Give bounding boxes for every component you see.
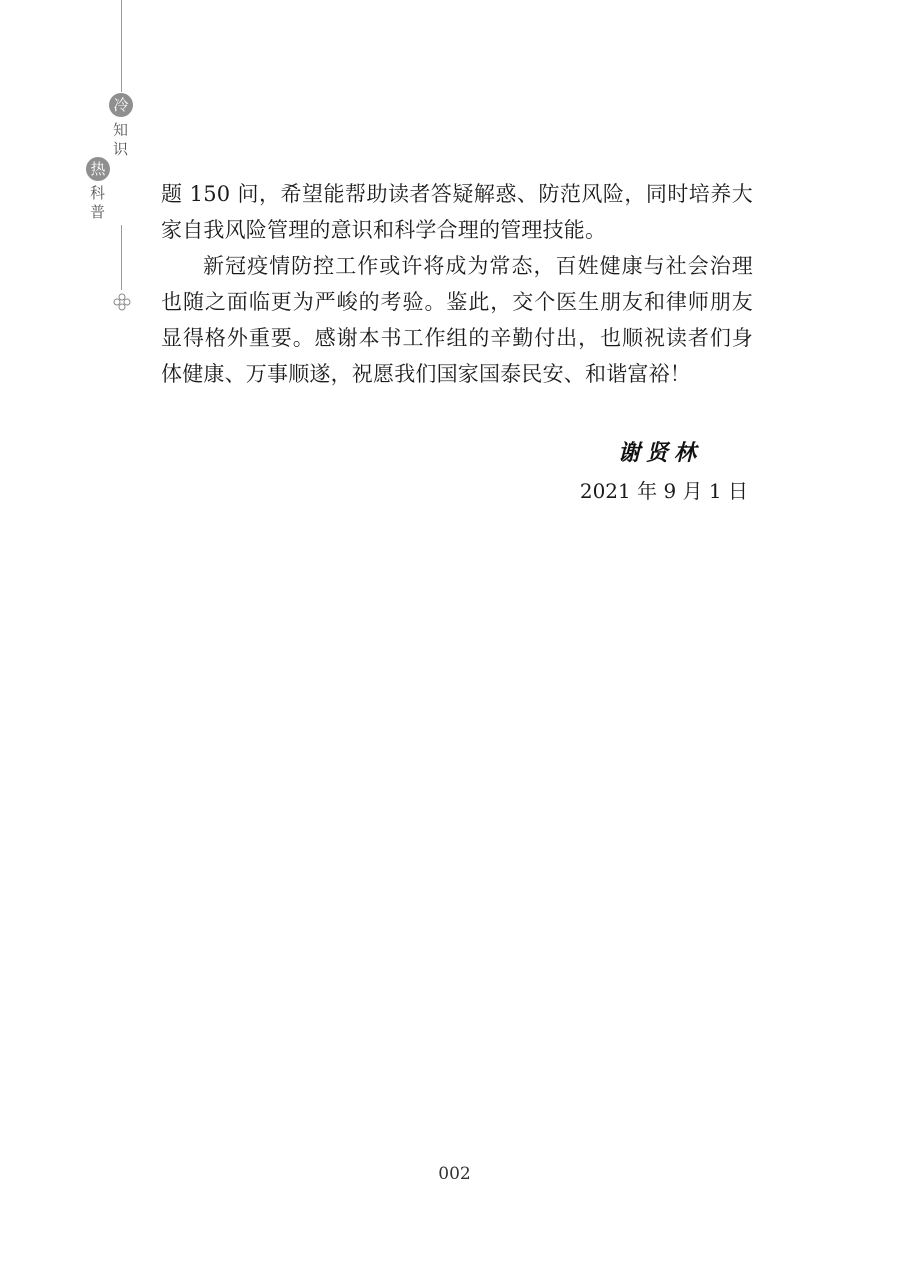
page-number: 002 — [438, 1164, 471, 1184]
paragraph-2: 新冠疫情防控工作或许将成为常态，百姓健康与社会治理也随之面临更为严峻的考验。鉴此，交个医生朋友和律师朋友显得格外重要。感谢本书工作组的辛勤付出，也顺祝读者们身体健康、万事顺遂，祝愿我们国家国泰民安、和谐富裕！ — [161, 254, 753, 386]
sidebar-char-6: 普 — [90, 203, 106, 221]
sidebar-char-circle-1: 冷 — [109, 93, 133, 117]
signature-date: 2021 年 9 月 1 日 — [579, 479, 748, 503]
sidebar-char-circle-4: 热 — [86, 157, 110, 181]
sidebar-char-5: 科 — [90, 184, 106, 202]
sidebar-line-top — [121, 0, 122, 92]
paragraph-1: 题 150 问，希望能帮助读者答疑解惑、防范风险，同时培养大家自我风险管理的意识和科学合理的管理技能。 — [161, 182, 753, 242]
sidebar-line-bottom — [121, 225, 122, 290]
sidebar-char-2: 知 — [113, 121, 129, 139]
knot-ornament-icon — [113, 293, 131, 311]
body-text — [161, 176, 753, 392]
sidebar-char-3: 识 — [113, 140, 129, 158]
author-signature: 谢贤林 — [618, 440, 703, 466]
